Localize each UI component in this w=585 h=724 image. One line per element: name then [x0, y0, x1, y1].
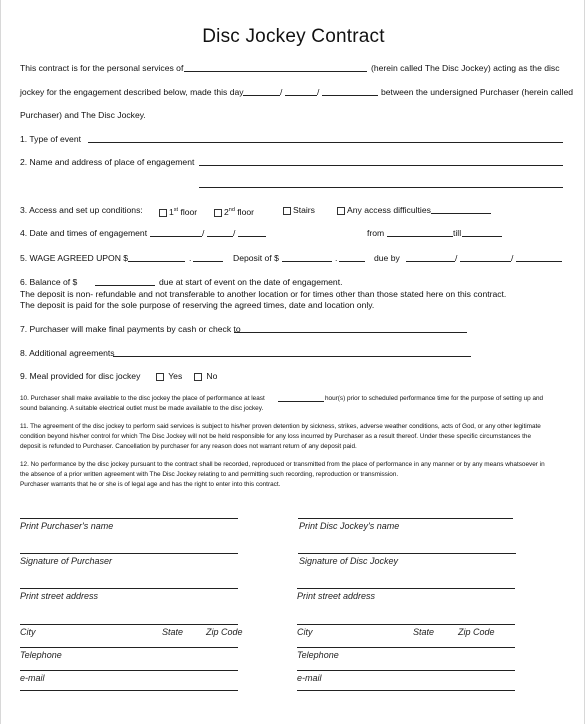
- due-year-line[interactable]: [516, 261, 562, 262]
- balance-amount-line[interactable]: [95, 285, 155, 286]
- setup-hours-line[interactable]: [278, 401, 324, 402]
- item-3-label: 3. Access and set up conditions:: [20, 205, 143, 215]
- purchaser-signature-line[interactable]: [20, 553, 238, 554]
- access-difficulties-checkbox[interactable]: [337, 207, 345, 215]
- dj-signature-line[interactable]: [298, 553, 516, 554]
- meal-no-label: No: [206, 371, 218, 381]
- dj-street-caption: Print street address: [297, 591, 376, 601]
- engagement-day-line[interactable]: [207, 236, 233, 237]
- start-time-line[interactable]: [387, 236, 453, 237]
- clause-11-line-1: 11. The agreement of the disc jockey to perform said services is subject to his/her proven detention by sickness, strikes, adverse weather conditions, acts of God, or any other legitimate: [20, 423, 541, 430]
- event-type-line[interactable]: [88, 142, 563, 143]
- item-1-label: 1. Type of event: [20, 134, 81, 144]
- meal-no-option[interactable]: [194, 371, 217, 381]
- purchaser-phone-caption: Telephone: [20, 650, 62, 660]
- place-name-line[interactable]: [199, 165, 563, 166]
- additional-agreements-line[interactable]: [113, 356, 471, 357]
- item-6-label: 6. Balance of $: [20, 277, 78, 287]
- eng-slash-1: /: [202, 228, 205, 238]
- item-2-label: 2. Name and address of place of engagement: [20, 157, 195, 167]
- deposit-label: Deposit of $: [233, 253, 279, 263]
- balance-due-text: due at start of event on the date of engagement.: [159, 277, 343, 287]
- floor-2-suffix: nd: [228, 207, 235, 213]
- due-slash-1: /: [455, 253, 458, 263]
- intro-line-1-end: (herein called The Disc Jockey) acting as the disc: [371, 63, 560, 73]
- purchaser-state-caption: State: [162, 627, 184, 637]
- due-month-line[interactable]: [406, 261, 455, 262]
- meal-no-checkbox[interactable]: [194, 373, 202, 381]
- clause-11-line-3: deposit is refunded to Purchaser. Cancellation by purchaser for any reason does not warrant return of any deposit paid.: [20, 443, 357, 450]
- floor-2-number: 2: [224, 206, 229, 217]
- deposit-sep: .: [335, 253, 338, 263]
- purchaser-city-caption: City: [20, 627, 36, 637]
- clause-12-line-1: 12. No performance by the disc jockey pursuant to the contract shall be recorded, reproduced or transmitted from the place of performance in any manner or by any means whatsoever in: [20, 461, 545, 468]
- access-difficulties-line[interactable]: [431, 213, 491, 214]
- document-title: Disc Jockey Contract: [202, 26, 385, 47]
- intro-line-2-end: between the undersigned Purchaser (herein called: [381, 87, 574, 97]
- stairs-option[interactable]: [283, 205, 315, 215]
- clause-12-line-2: the absence of a prior written agreement with The Disc Jockey relating to and permitting such recording, reproduction or transmission.: [20, 471, 399, 478]
- floor-1-checkbox[interactable]: [159, 209, 167, 217]
- dj-email-caption: e-mail: [297, 673, 322, 683]
- dj-zip-caption: Zip Code: [458, 627, 495, 637]
- purchaser-zip-caption: Zip Code: [206, 627, 243, 637]
- intro-line-2-start: jockey for the engagement described below, made this day: [20, 87, 244, 97]
- due-day-line[interactable]: [460, 261, 511, 262]
- dj-city-caption: City: [297, 627, 313, 637]
- deposit-amount-line[interactable]: [282, 261, 332, 262]
- purchaser-email-top-line[interactable]: [20, 670, 238, 671]
- clause-10-line-2: sound balancing. A suitable electrical outlet must be made available to the disc jockey.: [20, 405, 264, 412]
- wage-cents-line[interactable]: [193, 261, 223, 262]
- end-time-line[interactable]: [462, 236, 502, 237]
- till-label: till: [453, 228, 462, 238]
- floor-2-checkbox[interactable]: [214, 209, 222, 217]
- clause-12-line-3: Purchaser warrants that he or she is of legal age and has the right to enter into this contract.: [20, 481, 281, 488]
- clause-10-line-1a: 10. Purchaser shall make available to the disc jockey the place of performance at least: [20, 395, 265, 402]
- meal-yes-label: Yes: [168, 371, 183, 381]
- deposit-terms-1: The deposit is non- refundable and not transferable to another location or for times other than those stated here on this contract.: [20, 289, 507, 299]
- due-by-label: due by: [374, 253, 400, 263]
- dj-email-line[interactable]: [297, 690, 515, 691]
- item-8-label: 8. Additional agreements: [20, 348, 115, 358]
- dj-name-caption: Print Disc Jockey's name: [299, 521, 400, 531]
- dj-name-line[interactable]: [298, 518, 513, 519]
- purchaser-phone-top-line[interactable]: [20, 647, 238, 648]
- engagement-year-line[interactable]: [238, 236, 266, 237]
- intro-line-1-start: This contract is for the personal services of: [20, 63, 184, 73]
- floor-1-text: floor: [178, 206, 198, 217]
- dj-signature-caption: Signature of Disc Jockey: [299, 556, 399, 566]
- floor-2-option[interactable]: [214, 205, 254, 217]
- item-5-label: 5. WAGE AGREED UPON $: [20, 253, 129, 263]
- payment-to-line[interactable]: [234, 332, 467, 333]
- date-slash-2: /: [317, 87, 320, 97]
- dj-phone-caption: Telephone: [297, 650, 339, 660]
- purchaser-email-caption: e-mail: [20, 673, 45, 683]
- item-7-label: 7. Purchaser will make final payments by cash or check to: [20, 324, 241, 334]
- dj-city-line[interactable]: [297, 624, 515, 625]
- purchaser-name-caption: Print Purchaser's name: [20, 521, 114, 531]
- dj-email-top-line[interactable]: [297, 670, 515, 671]
- stairs-label: Stairs: [293, 205, 315, 215]
- intro-line-3: Purchaser) and The Disc Jockey.: [20, 110, 146, 120]
- place-address-line[interactable]: [199, 187, 563, 188]
- access-difficulties-option[interactable]: [337, 205, 431, 215]
- performer-name-line[interactable]: [184, 71, 367, 72]
- item-9-label: 9. Meal provided for disc jockey: [20, 371, 141, 381]
- clause-10-line-1b: hour(s) prior to scheduled performance time for the purpose of setting up and: [325, 395, 544, 402]
- floor-2-text: floor: [234, 206, 255, 217]
- stairs-checkbox[interactable]: [283, 207, 291, 215]
- contract-year-line[interactable]: [322, 95, 378, 96]
- meal-yes-option[interactable]: [156, 371, 182, 381]
- floor-1-number: 1: [169, 206, 174, 217]
- wage-amount-line[interactable]: [128, 261, 185, 262]
- purchaser-street-caption: Print street address: [20, 591, 99, 601]
- floor-1-suffix: st: [173, 207, 179, 213]
- eng-slash-2: /: [233, 228, 236, 238]
- purchaser-name-line[interactable]: [20, 518, 238, 519]
- floor-1-option[interactable]: [159, 205, 197, 217]
- purchaser-email-line[interactable]: [20, 690, 238, 691]
- purchaser-signature-caption: Signature of Purchaser: [20, 556, 113, 566]
- engagement-month-line[interactable]: [150, 236, 202, 237]
- meal-yes-checkbox[interactable]: [156, 373, 164, 381]
- from-label: from: [367, 228, 385, 238]
- clause-11-line-2: condition beyond his/her control for which The Disc Jockey will not be held responsible for any loss incurred by Purchaser as a result thereof. Under these specific circumstances the: [20, 433, 532, 440]
- dj-state-caption: State: [413, 627, 435, 637]
- due-slash-2: /: [511, 253, 514, 263]
- date-slash-1: /: [280, 87, 283, 97]
- access-difficulties-label: Any access difficulties: [347, 205, 431, 215]
- purchaser-street-line[interactable]: [20, 588, 238, 589]
- contract-day-line[interactable]: [285, 95, 317, 96]
- dj-street-line[interactable]: [297, 588, 515, 589]
- purchaser-city-line[interactable]: [20, 624, 238, 625]
- deposit-terms-2: The deposit is paid for the sole purpose of reserving the agreed times, date and location only.: [20, 300, 375, 310]
- item-4-label: 4. Date and times of engagement: [20, 228, 148, 238]
- deposit-cents-line[interactable]: [339, 261, 365, 262]
- contract-month-line[interactable]: [243, 95, 280, 96]
- wage-sep: .: [189, 253, 192, 263]
- dj-phone-top-line[interactable]: [297, 647, 515, 648]
